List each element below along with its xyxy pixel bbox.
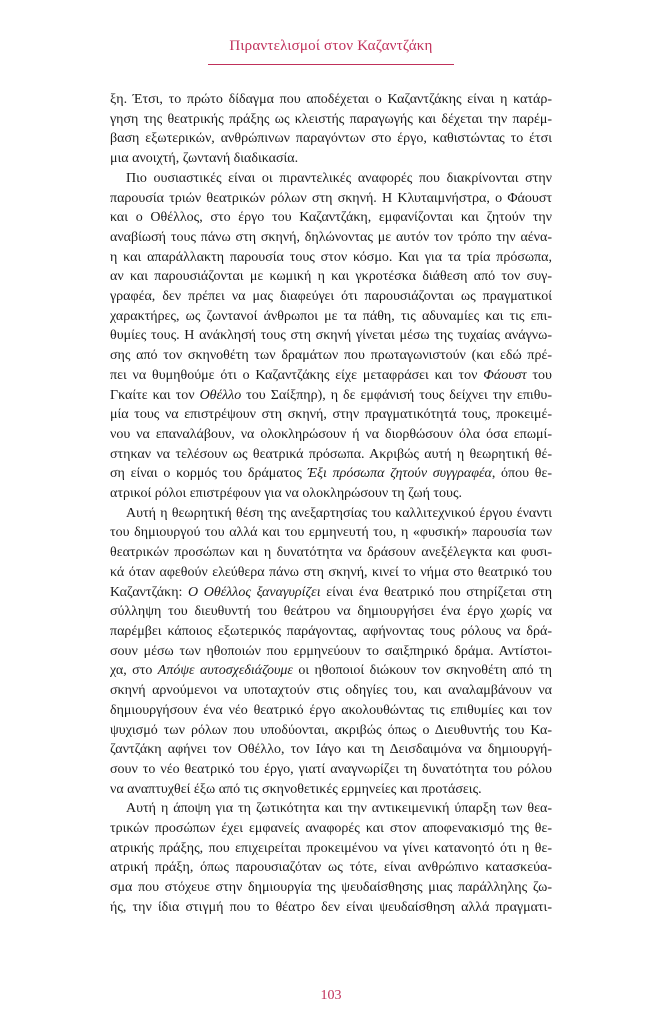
text-line: Γκαίτε και τον Οθέλλο του Σαίξπηρ), η δε εμφάνισή τους δείχνει την επιθυ- [110,387,552,403]
text-line: γηση της θεατρικής πράξης ως κλειστής παραγωγής και δέχεται την παρέμ- [110,111,552,127]
paragraph [110,169,552,504]
text-line: δημιουργήσουν ένα νέο θεατρικό έργο ακολουθώντας τις επιθυμίες και τον [110,702,552,718]
text-line: ατρικής πράξης, που επιχειρείται προκειμένου να γίνει κατανοητό ότι η θε- [110,840,552,856]
text-line: στηκαν να τελέσουν ως θεατρικά πρόσωπα. Ακριβώς αυτή η θεωρητική θέ- [110,446,552,462]
text-line: τρικών προσώπων έχει εμφανείς αναφορές και στον αποφενακισμό της θε- [110,821,552,837]
text-line: παρουσία τριών θεατρικών ρόλων στη σκηνή. Η Κλυταιμνήστρα, ο Φάουστ [110,190,552,206]
text-line: η και απαράλλακτη παρουσία τους στον κόσμο. Και για τα τρία πρόσωπα, [110,249,552,265]
running-head: Πιραντελισμοί στον Καζαντζάκη [229,38,433,54]
text-line: ατρικοί ρόλοι επιστρέφουν για να ολοκληρώσουν τη ζωή τους. [110,486,463,502]
running-head-rule [208,64,454,65]
text-line: βαση εξωτερικών, ανθρώπινων παραγόντων στο έργο, καθιστώντας το έτσι [110,131,552,147]
paragraph [110,90,552,169]
text-line: νου να επαναλάβουν, να ολοκληρώσουν ή να διορθώσουν όλα όσα επωμί- [110,426,552,442]
text-line: ατρική πράξη, όπως παρουσιαζόταν ως τότε, είναι ανθρώπινο κατασκεύα- [110,860,552,876]
text-line: σουν το νέο θεατρικό του έργο, γιατί αναγνωρίζει τη δυνατότητα του ρόλου [110,761,552,777]
text-line: να αναπτυχθεί έξω από τις σκηνοθετικές ερμηνείες και προτάσεις. [110,781,482,797]
text-line: κά όταν αφεθούν ελεύθερα πάνω στη σκηνή, κινεί το νήμα στο θεατρικό του [110,564,552,580]
text-line: γραφέα, δεν πρέπει να μας διαφεύγει ότι παρουσιάζονται ως πραγματικοί [110,289,552,305]
text-line: σης από τον σκηνοθέτη των δραμάτων που πρωταγωνιστούν (και εδώ πρέ- [110,348,552,364]
text-line: Καζαντζάκη: Ο Οθέλλος ξαναγυρίζει είναι ένα θεατρικό που στηρίζεται στη [110,584,553,600]
text-line: πει να θυμηθούμε ότι ο Καζαντζάκης είχε μεταφράσει και τον Φάουστ του [110,367,552,383]
text-line: του δημιουργού του αλλά και του ερμηνευτή του, η «φυσική» παρουσία των [110,525,552,541]
text-line: μία τους να επιστρέψουν στη σκηνή, στην πραγματικότητά τους, προκειμέ- [110,407,552,423]
body-text [110,90,552,918]
text-line: σύλληψη του διευθυντή του θεάτρου να δημιουργήσει ένα έργο χωρίς να [110,604,552,620]
text-line: χαρακτήρες, ως ζωντανοί άνθρωποι με τα πάθη, τις αδυναμίες και τις επι- [110,308,552,324]
text-line: σκηνή αρνούμενοι να υποταχτούν στις οδηγίες του, και αναλαμβάνουν να [110,683,552,699]
text-line: μια ανοιχτή, ζωντανή διαδικασία. [110,151,299,167]
text-line: αναβίωσή τους πάνω στη σκηνή, δηλώνοντας με αυτόν τον τρόπο την αένα- [110,229,552,245]
text-line: ζαντζάκη αφήνει τον Οθέλλο, τον Ιάγο και τη Δεισδαιμόνα να δημιουργή- [110,742,552,758]
text-line: Πιο ουσιαστικές είναι οι πιραντελικές αναφορές που διακρίνονται στην [126,170,552,186]
text-line: ση είναι ο κορμός του δράματος Έξι πρόσωπα ζητούν συγγραφέα, όπου θε- [110,466,553,482]
text-line: και ο Οθέλλος, στο έργο του Καζαντζάκη, εμφανίζονται και ζητούν την [110,210,552,226]
text-line: ψυχισμό των ρόλων που υποδύονται, ακριβώς όπως ο Διευθυντής του Κα- [110,722,552,738]
text-line: ξη. Έτσι, το πρώτο δίδαγμα που αποδέχεται ο Καζαντζάκης είναι η κατάρ- [110,92,552,107]
text-line: παρέμβει κάποιος εξωτερικός παράγοντας, αφήνοντας τους ρόλους να δρά- [110,623,552,639]
text-line: χα, στο Απόψε αυτοσχεδιάζουμε οι ηθοποιοί διώκουν τον σκηνοθέτη από τη [110,663,552,679]
text-line: αν και παρουσιάζονται με κωμική η και γκροτέσκα διάθεση από τον συγ- [110,269,552,285]
paragraph [110,504,552,800]
text-line: θεατρικών προσώπων και η δυνατότητα να δράσουν ανεξέλεγκτα και φυσι- [110,545,552,561]
text-line: θυμίες τους. Η ανάκλησή τους στη σκηνή γίνεται μέσω της τυχαίας ανάγνω- [110,328,552,344]
page-number: 103 [320,988,342,1003]
text-line: Αυτή η άποψη για τη ζωτικότητα και την αντικειμενική ύπαρξη των θεα- [126,801,552,817]
text-line: σουν μέσω των ηθοποιών που ερμηνεύουν το σαιξπηρικό δράμα. Αντίστοι- [110,643,552,659]
text-line: Αυτή η θεωρητική θέση της ανεξαρτησίας του καλλιτεχνικού έργου έναντι [126,505,552,521]
text-line: σμα που στόχευε στην δημιουργία της ψευδαίσθησης μιας παράλληλης ζω- [110,880,552,896]
paragraph [110,799,552,917]
text-line: ής, την ίδια στιγμή που το θέατρο δεν είναι ψευδαίσθηση αλλά πραγματι- [110,899,552,915]
